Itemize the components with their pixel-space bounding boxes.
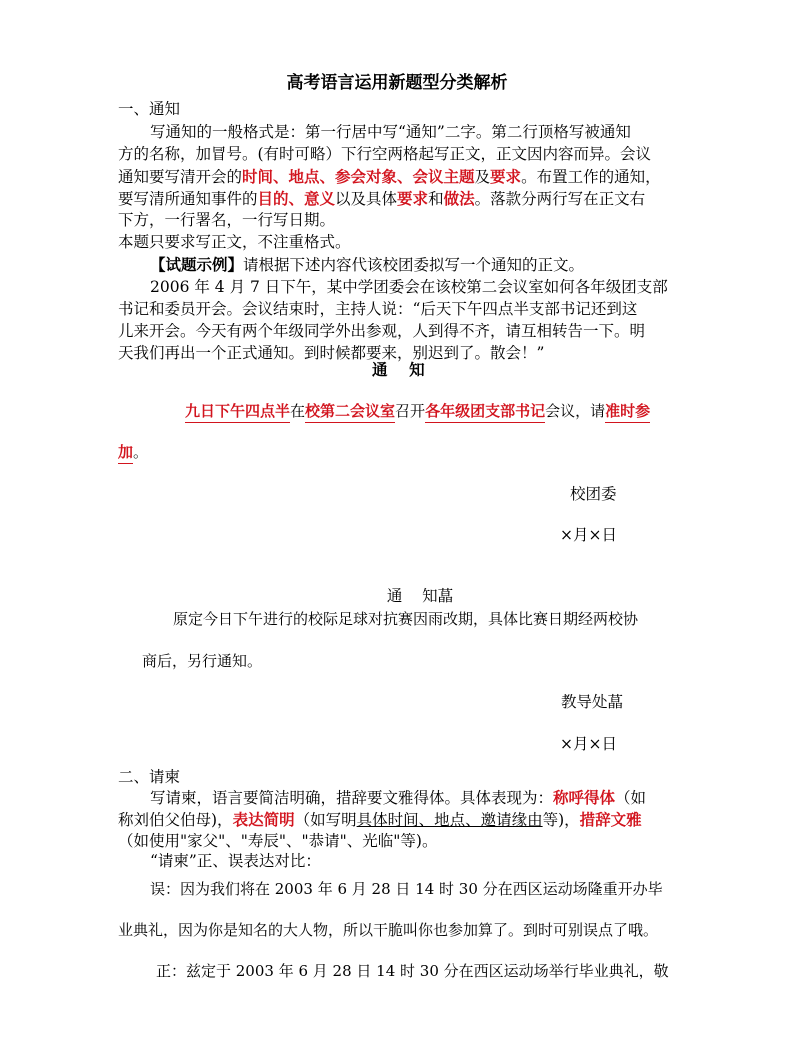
text: 在 bbox=[290, 402, 306, 420]
notice-heading: 通 知 bbox=[372, 360, 425, 379]
text: 蕌 bbox=[437, 587, 454, 605]
paragraph-line bbox=[150, 788, 646, 808]
paragraph-line: 方的名称，加冒号。(有时可略）下行空两格起写正文，正文因内容而异。会议 bbox=[118, 145, 652, 163]
paragraph-line: 本题只要求写正文，不注重格式。 bbox=[118, 233, 351, 251]
highlight-text: 称呼得体 bbox=[553, 788, 616, 807]
underlined-text: 具体时间、地点、邀请缘由 bbox=[356, 811, 543, 829]
paragraph-line: 2006 年 4 月 7 日下午，某中学团委会在该校第二会议室如何各年级团支部 bbox=[150, 278, 668, 296]
text: 和 bbox=[428, 190, 444, 208]
text: 等)， bbox=[542, 811, 580, 829]
text: 会议，请 bbox=[545, 402, 606, 420]
right-example-line: 正：兹定于 2003 年 6 月 28 日 14 时 30 分在西区运动场举行毕业典礼，敬 bbox=[156, 962, 669, 980]
text: 以及具体 bbox=[335, 190, 398, 208]
text: 蕌 bbox=[607, 693, 624, 711]
text: （如写明 bbox=[294, 811, 357, 829]
text: 要写清所通知事件的 bbox=[118, 190, 258, 208]
highlight-text: 表达简明 bbox=[232, 810, 295, 829]
notice-date: ×月×日 bbox=[560, 526, 617, 544]
text: 通知要写清开会的 bbox=[118, 168, 243, 186]
paragraph-line bbox=[118, 167, 661, 187]
wrong-example-line: 误：因为我们将在 2003 年 6 月 28 日 14 时 30 分在西区运动场隆重开办毕 bbox=[150, 880, 663, 898]
text: 。 bbox=[133, 443, 149, 461]
text: 写请柬，语言要简洁明确，措辞要文雅得体。具体表现为： bbox=[150, 789, 554, 807]
paragraph-line: 儿来开会。今天有两个年级同学外出参观，人到得不齐，请互相转告一下。明 bbox=[118, 322, 646, 340]
highlight-text: 做法 bbox=[443, 189, 475, 208]
text: 召开 bbox=[395, 402, 426, 420]
notice-signature: 校团委 bbox=[570, 485, 617, 503]
notice-date: ×月×日 bbox=[560, 735, 617, 753]
notice-signature bbox=[561, 693, 623, 712]
notice-answer-line bbox=[185, 402, 650, 421]
section-heading-notice: 一、通知 bbox=[118, 100, 181, 118]
example-text: 请根据下述内容代该校团委拟写一个通知的正文。 bbox=[243, 256, 585, 274]
answer-place: 校第二会议室 bbox=[305, 402, 395, 423]
page-title: 高考语言运用新题型分类解析 bbox=[286, 73, 508, 93]
wrong-example-line: 业典礼，因为你是知名的大人物，所以干脆叫你也参加算了。到时可别误点了哦。 bbox=[118, 921, 659, 939]
notice-body-line: 原定今日下午进行的校际足球对抗赛因雨改期，具体比赛日期经两校协 bbox=[173, 610, 639, 628]
text: 及 bbox=[474, 168, 491, 186]
text: 教导处 bbox=[561, 693, 608, 711]
paragraph-line: 写通知的一般格式是：第一行居中写“通知”二字。第二行顶格写被通知 bbox=[150, 123, 631, 141]
answer-time: 九日下午四点半 bbox=[185, 402, 290, 423]
highlight-text: 要求 bbox=[397, 189, 429, 208]
answer-attendees: 各年级团支部书记 bbox=[425, 402, 545, 423]
text: （如 bbox=[615, 789, 647, 807]
notice-heading bbox=[377, 568, 453, 606]
highlight-text: 目的、意义 bbox=[257, 189, 336, 208]
example-prompt bbox=[150, 255, 584, 275]
text: 。布置工作的通知， bbox=[521, 168, 661, 186]
notice-answer-line bbox=[118, 443, 148, 462]
paragraph-line: （如使用"家父"、"寿辰"、"恭请"、光临"等)。 bbox=[118, 832, 438, 850]
highlight-text: 时间、地点、参会对象、会议主题 bbox=[242, 167, 475, 186]
notice-body-line: 商后，另行通知。 bbox=[142, 652, 263, 670]
text: 。落款分两行写在正文右 bbox=[474, 190, 646, 208]
highlight-text: 措辞文雅 bbox=[579, 810, 642, 829]
paragraph-line: “请柬”正、误表达对比： bbox=[150, 852, 321, 870]
paragraph-line bbox=[118, 810, 642, 830]
paragraph-line bbox=[118, 189, 645, 209]
answer-requirement: 准时参 bbox=[605, 402, 650, 423]
paragraph-line: 下方，一行署名，一行写日期。 bbox=[118, 211, 336, 229]
text: 通 知 bbox=[386, 587, 438, 605]
answer-requirement: 加 bbox=[118, 443, 133, 464]
text: 称刘伯父伯母)， bbox=[118, 811, 233, 829]
example-label: 【试题示例】 bbox=[150, 255, 244, 274]
paragraph-line: 书记和委员开会。会议结束时，主持人说：“后天下午四点半支部书记还到这 bbox=[118, 300, 638, 318]
highlight-text: 要求 bbox=[490, 167, 522, 186]
paragraph-line: 天我们再出一个正式通知。到时候都要来，别迟到了。散会！” bbox=[118, 344, 545, 362]
section-heading-invitation: 二、请柬 bbox=[118, 768, 181, 786]
